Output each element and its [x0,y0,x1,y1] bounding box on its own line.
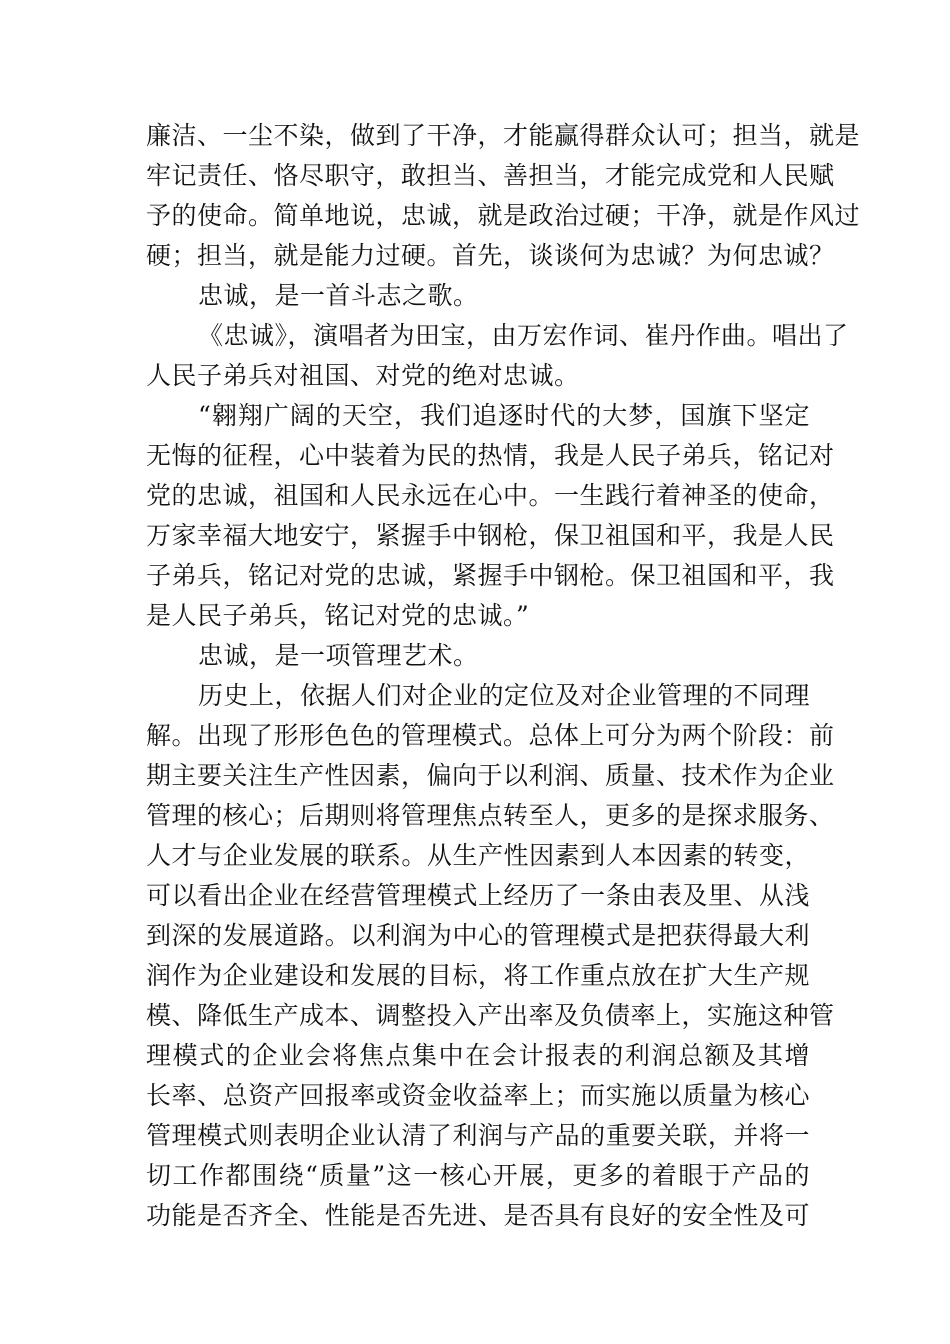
text-line: 管理的核心；后期则将管理焦点转至人，更多的是探求服务、 [146,801,835,830]
text-line: 人民子弟兵对祖国、对党的绝对忠诚。 [146,361,580,390]
text-line: 牢记责任、恪尽职守，敢担当、善担当，才能完成党和人民赋 [146,161,835,190]
text-line: 是人民子弟兵，铭记对党的忠诚。” [146,601,530,630]
text-line: 长率、总资产回报率或资金收益率上；而实施以质量为核心 [146,1081,810,1110]
text-line: 解。出现了形形色色的管理模式。总体上可分为两个阶段：前 [146,721,835,750]
text-line: 功能是否齐全、性能是否先进、是否具有良好的安全性及可 [146,1201,810,1230]
section-heading: 忠诚，是一项管理艺术。 [198,641,479,670]
text-line: 理模式的企业会将焦点集中在会计报表的利润总额及其增 [146,1041,810,1070]
text-line: 模、降低生产成本、调整投入产出率及负债率上，实施这种管 [146,1001,835,1030]
text-line: 无悔的征程，心中装着为民的热情，我是人民子弟兵，铭记对 [146,441,835,470]
text-line: 党的忠诚，祖国和人民永远在心中。一生践行着神圣的使命， [146,481,835,510]
text-line: 予的使命。简单地说，忠诚，就是政治过硬；干净，就是作风过 [146,201,861,230]
text-line: 《忠诚》，演唱者为田宝，由万宏作词、崔丹作曲。唱出了 [198,321,849,350]
body-text [146,116,861,1236]
text-line: 润作为企业建设和发展的目标，将工作重点放在扩大生产规 [146,961,810,990]
text-line: 硬；担当，就是能力过硬。首先，谈谈何为忠诚？为何忠诚？ [146,241,835,270]
text-line: “翱翔广阔的天空，我们追逐时代的大梦，国旗下坚定 [198,401,810,430]
text-line: 切工作都围绕“质量”这一核心开展，更多的着眼于产品的 [146,1161,810,1190]
text-line: 万家幸福大地安宁，紧握手中钢枪，保卫祖国和平，我是人民 [146,521,835,550]
text-line: 到深的发展道路。以利润为中心的管理模式是把获得最大利 [146,921,810,950]
section-heading: 忠诚，是一首斗志之歌。 [198,281,479,310]
text-line: 廉洁、一尘不染，做到了干净，才能赢得群众认可；担当，就是 [146,121,861,150]
text-line: 历史上，依据人们对企业的定位及对企业管理的不同理 [198,681,811,710]
text-line: 可以看出企业在经营管理模式上经历了一条由表及里、从浅 [146,881,810,910]
text-line: 期主要关注生产性因素，偏向于以利润、质量、技术作为企业 [146,761,835,790]
text-line: 人才与企业发展的联系。从生产性因素到人本因素的转变， [146,841,810,870]
text-line: 子弟兵，铭记对党的忠诚，紧握手中钢枪。保卫祖国和平，我 [146,561,835,590]
text-line: 管理模式则表明企业认清了利润与产品的重要关联，并将一 [146,1121,810,1150]
